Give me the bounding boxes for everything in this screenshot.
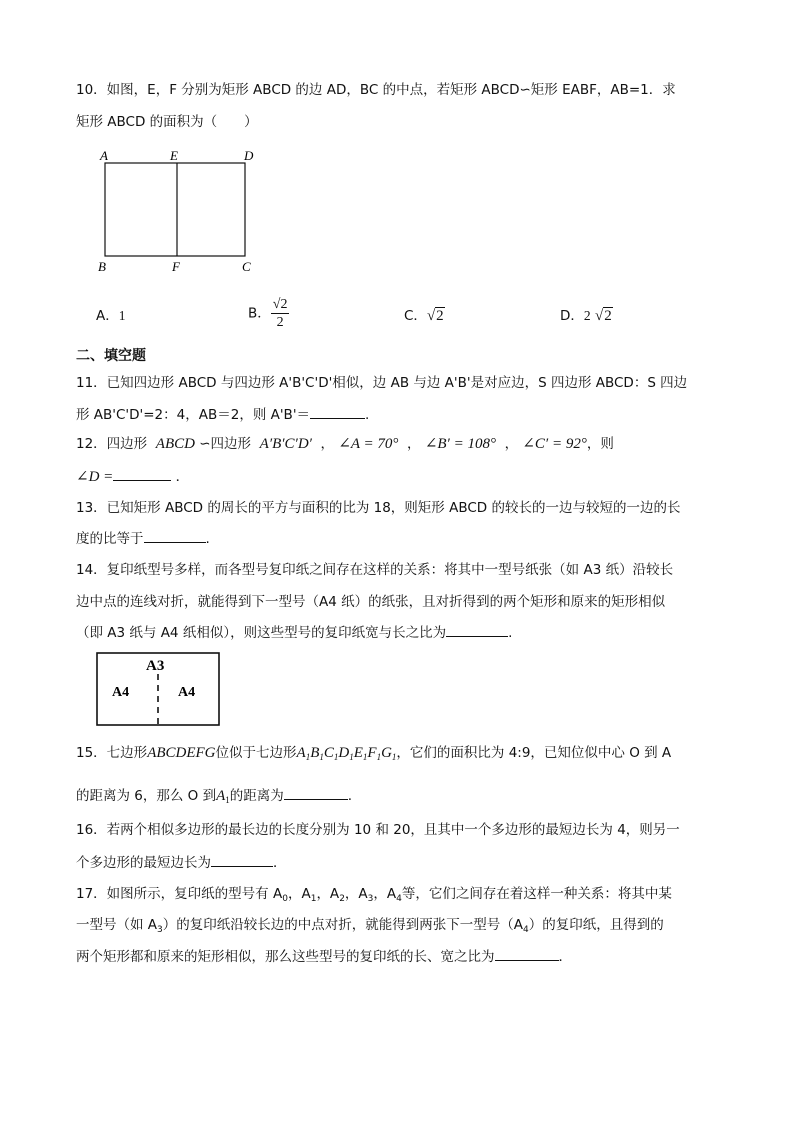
q11-answer-blank[interactable]	[310, 404, 365, 419]
option-a: A．1	[96, 308, 126, 324]
q14-line3: （即 A3 纸与 A4 纸相似），则这些型号的复印纸宽与长之比为 .	[76, 622, 512, 643]
q17-line2: 一型号（如 $A_3$）的复印纸沿较长边的中点对折，就能得到两张下一型号$(A_4)$的复印纸，且得到的	[76, 917, 664, 935]
q13-line2: 度的比等于 .	[76, 528, 210, 549]
label-a: A	[100, 148, 108, 163]
label-d: D	[244, 148, 254, 163]
q14-line1: 14．复印纸型号多样，而各型号复印纸之间存在这样的关系：将其中一型号纸张（如 A3 纸）沿较长	[76, 562, 674, 578]
section-title: 二、填空题	[76, 348, 146, 364]
q17-line3: 两个矩形都和原来的矩形相似，那么这些型号的复印纸的长、宽之比为 ．	[76, 946, 572, 967]
q14-answer-blank[interactable]	[446, 622, 508, 637]
label-b: B	[98, 259, 106, 274]
rect-abcd	[105, 163, 245, 256]
q17-line1: 17．如图所示，复印纸的型号有 $A_0$，$A_1$，$A_2$，$A_3$，$A_4$等，它们之间存在着这样一种关系：将其中某	[76, 886, 672, 904]
q15-line2: 的距离为 6，那么 O 到$A_1$的距离为 .	[76, 785, 352, 810]
q13-line1: 13．已知矩形 ABCD 的周长的平方与面积的比为 18，则矩形 ABCD 的较长的一边与较短的一边的长	[76, 500, 681, 516]
a4-right-label: A4	[178, 685, 196, 700]
q15-answer-blank[interactable]	[284, 785, 348, 800]
label-c: C	[242, 259, 251, 274]
q11-line1: 11．已知四边形 ABCD 与四边形 A'B'C'D'相似，边 AB 与边 A'B'是对应边，S 四边形 ABCD：S 四边	[76, 375, 688, 391]
label-e: E	[170, 148, 178, 163]
a3-label: A3	[146, 658, 165, 674]
q16-answer-blank[interactable]	[211, 852, 273, 867]
q14-line2: 边中点的连线对折，就能得到下一型号（A4 纸）的纸张，且对折得到的两个矩形和原来的矩形相似	[76, 594, 666, 610]
a4-left-label: A4	[112, 685, 130, 700]
option-d: D．2 √2	[560, 308, 612, 324]
option-b: B． $\frac{√2}{2}$	[248, 297, 288, 330]
q12-line2: ∠D = ．	[76, 466, 189, 487]
q14-paper-figure	[96, 652, 222, 728]
q10-rectangle-figure	[90, 143, 270, 278]
q13-answer-blank[interactable]	[144, 528, 206, 543]
q15-line1: 15．七边形ABCDEFG位似于七边形$A_1B_1C_1D_1E_1F_1G_1$，它们的面积比为 4:9，已知位似中心 O 到 A	[76, 745, 672, 762]
q12-line1: 12．四边形 ABCD ∽四边形 A′B′C′D′ ， ∠A = 70° ， ∠B′ = 108° ， ∠C′ = 92°，则	[76, 436, 614, 452]
q16-line1: 16．若两个相似多边形的最长边的长度分别为 10 和 20，且其中一个多边形的最短边长为 4，则另一	[76, 822, 680, 838]
q17-answer-blank[interactable]	[495, 946, 559, 961]
q11-line2: 形 AB'C'D'=2：4，AB＝2，则 A'B'＝ .	[76, 404, 369, 425]
label-f: F	[172, 259, 180, 274]
option-c: C．√2	[404, 308, 444, 324]
q12-answer-blank[interactable]	[113, 466, 171, 481]
q10-line1: 10．如图，E，F 分别为矩形 ABCD 的边 AD，BC 的中点，若矩形 ABCD∽矩形 EABF，AB=1．求	[76, 82, 676, 98]
q10-line2: 矩形 ABCD 的面积为（ ）	[76, 114, 258, 130]
q15-shape2: $A_1B_1C_1D_1E_1F_1G_1$	[296, 745, 397, 762]
q16-line2: 个多边形的最短边长为 ．	[76, 852, 287, 873]
